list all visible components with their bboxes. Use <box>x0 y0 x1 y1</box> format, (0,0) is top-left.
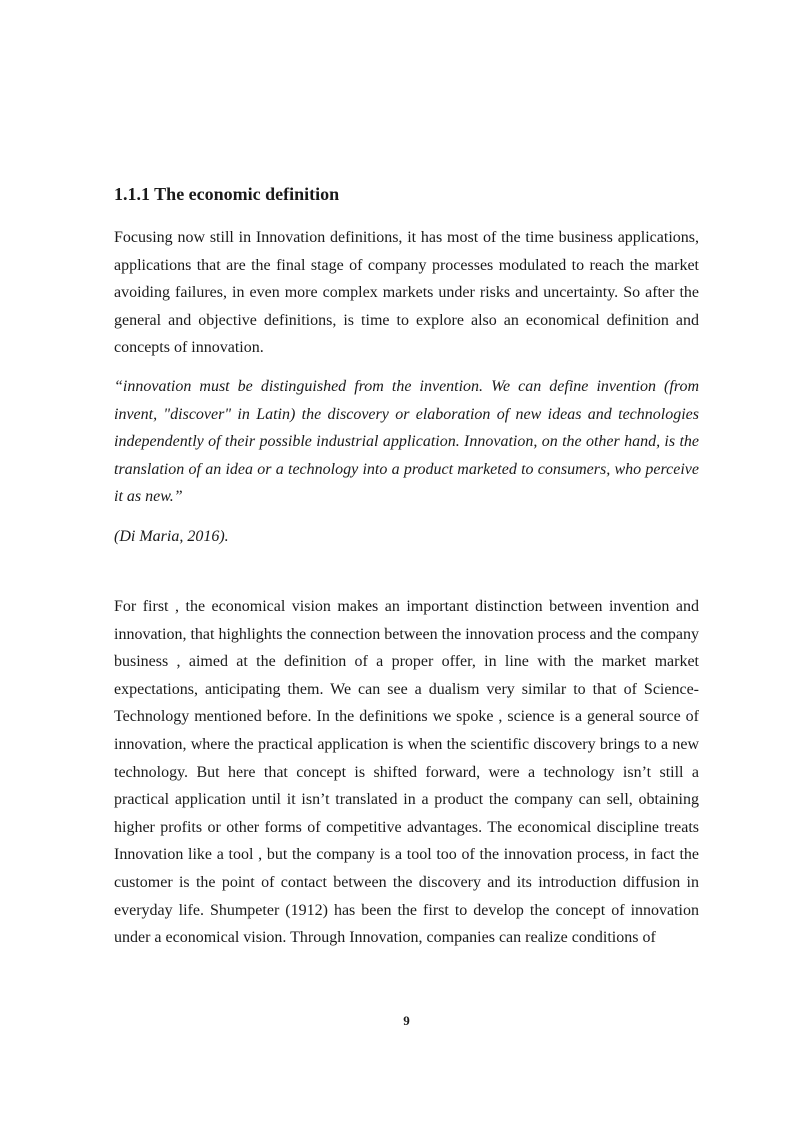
section-heading: 1.1.1 The economic definition <box>114 184 340 204</box>
page-number: 9 <box>403 1013 410 1028</box>
quote-citation: (Di Maria, 2016). <box>114 528 229 545</box>
block-quote: “innovation must be distinguished from the invention. We can define invention (from invent, "discover" in Latin) the discovery or elaboration of new ideas and technologies independently of their possible industrial application. Innovation, on the other hand, is the translation of an idea or a technology into a product marketed to consumers, who perceive it as new.” <box>114 378 699 506</box>
body-paragraph: Focusing now still in Innovation definitions, it has most of the time business applications, applications that are the final stage of company processes modulated to reach the market avoiding failures, in even more complex markets under risks and uncertainty. So after the general and objective definitions, is time to explore also an economical definition and concepts of innovation. <box>114 229 699 357</box>
body-paragraph: For first , the economical vision makes an important distinction between invention and innovation, that highlights the connection between the innovation process and the company business , aimed at the definition of a proper offer, in line with the market market expectations, anticipating them. We can see a dualism very similar to that of Science-Technology mentioned before. In the definitions we spoke , science is a general source of innovation, where the practical application is when the scientific discovery brings to a new technology. But here that concept is shifted forward, were a technology isn’t still a practical application until it isn’t translated in a product the company can sell, obtaining higher profits or other forms of competitive advantages. The economical discipline treats Innovation like a tool , but the company is a tool too of the innovation process, in fact the customer is the point of contact between the discovery and its introduction diffusion in everyday life. Shumpeter (1912) has been the first to develop the concept of innovation under a economical vision. Through Innovation, companies can realize conditions of <box>114 598 699 947</box>
